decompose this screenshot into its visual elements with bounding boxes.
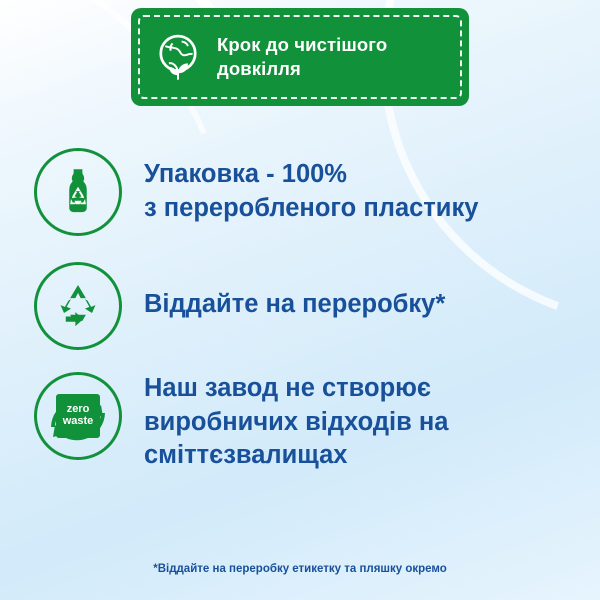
feature-packaging-line1: Упаковка - 100%	[144, 160, 347, 188]
banner-title-line1: Крок до чистішого	[217, 34, 388, 56]
eco-banner	[131, 8, 469, 106]
feature-packaging-line2: з переробленого пластику	[144, 193, 479, 222]
globe-leaf-icon	[149, 28, 207, 86]
banner-title	[217, 33, 387, 80]
recycling-arrows-icon	[34, 262, 122, 350]
feature-zero-waste-line1: Наш завод не створює	[144, 374, 431, 402]
feature-text-zero-waste	[144, 372, 448, 473]
zero-waste-line2: waste	[62, 415, 94, 427]
feature-list	[0, 148, 600, 497]
feature-text-recycle	[144, 262, 445, 322]
zero-waste-line1: zero	[66, 403, 90, 416]
feature-recycle-line1: Віддайте на переробку*	[144, 290, 446, 318]
zero-waste-icon	[34, 372, 122, 460]
feature-zero-waste-line3: сміттєзвалищах	[144, 441, 348, 470]
feature-zero-waste-line2: виробничих відходів на	[144, 407, 449, 436]
feature-item-zero-waste	[0, 372, 600, 473]
zero-waste-label	[56, 394, 100, 438]
banner-title-line2: довкілля	[217, 58, 301, 79]
feature-item-packaging	[0, 148, 600, 236]
feature-text-packaging	[144, 148, 478, 225]
feature-item-recycle	[0, 262, 600, 350]
footnote-text: *Віддайте на переробку етикетку та пляшку окремо	[153, 563, 447, 575]
recycled-bottle-icon	[34, 148, 122, 236]
